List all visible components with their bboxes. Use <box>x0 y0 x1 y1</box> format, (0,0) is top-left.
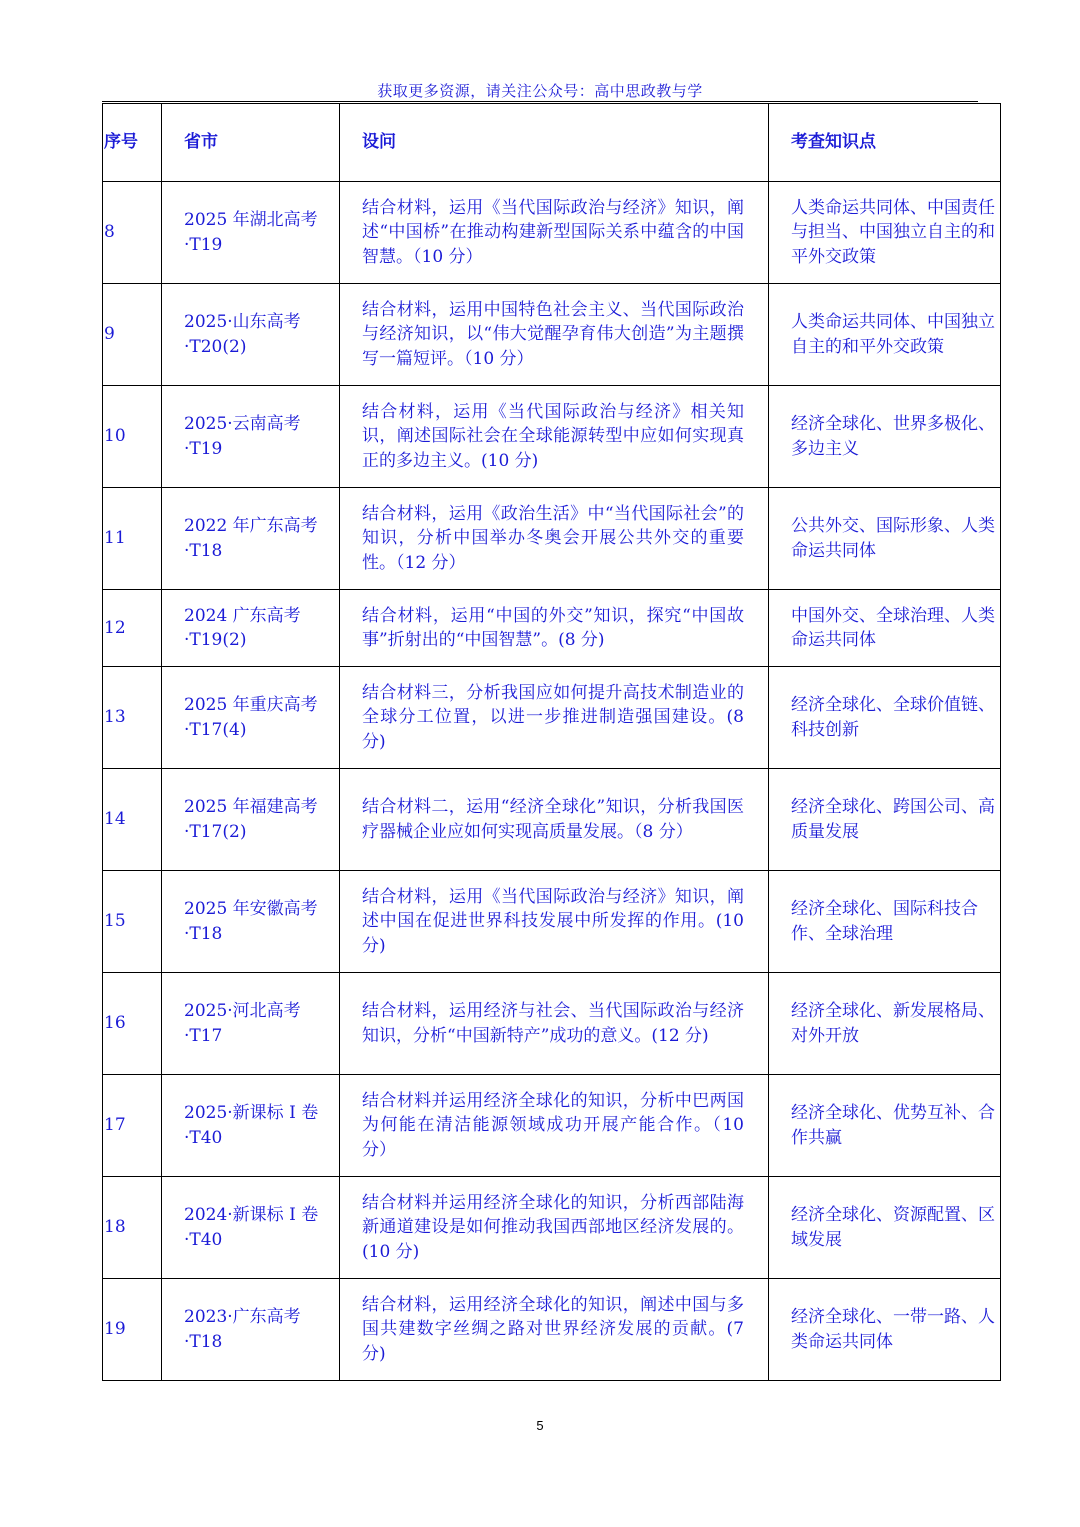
row-province: 2025·山东高考·T20(2) <box>162 284 340 386</box>
table-row <box>103 1177 1001 1279</box>
row-province: 2025 年福建高考·T17(2) <box>162 769 340 871</box>
row-knowledge-points: 经济全球化、国际科技合作、全球治理 <box>769 871 1001 973</box>
row-number: 8 <box>103 182 162 284</box>
header-cell-knowledge: 考查知识点 <box>769 104 1001 182</box>
row-question: 结合材料，运用经济与社会、当代国际政治与经济知识，分析“中国新特产”成功的意义。(12 分) <box>340 973 769 1075</box>
row-number: 10 <box>103 386 162 488</box>
row-number: 15 <box>103 871 162 973</box>
table-row <box>103 488 1001 590</box>
row-province: 2025·河北高考·T17 <box>162 973 340 1075</box>
row-province: 2025 年安徽高考·T18 <box>162 871 340 973</box>
table-row <box>103 1279 1001 1381</box>
row-province: 2025·云南高考·T19 <box>162 386 340 488</box>
row-number: 11 <box>103 488 162 590</box>
row-province: 2023·广东高考·T18 <box>162 1279 340 1381</box>
table-header-row <box>103 104 1001 182</box>
row-province: 2024·新课标 I 卷·T40 <box>162 1177 340 1279</box>
page-number: 5 <box>536 1418 544 1433</box>
row-question: 结合材料，运用经济全球化的知识，阐述中国与多国共建数字丝绸之路对世界经济发展的贡献。(7 分) <box>340 1279 769 1381</box>
row-question: 结合材料三，分析我国应如何提升高技术制造业的全球分工位置，以进一步推进制造强国建设。(8 分) <box>340 667 769 769</box>
row-number: 18 <box>103 1177 162 1279</box>
row-number: 9 <box>103 284 162 386</box>
row-question: 结合材料二，运用“经济全球化”知识，分析我国医疗器械企业应如何实现高质量发展。（8 分） <box>340 769 769 871</box>
row-number: 13 <box>103 667 162 769</box>
row-knowledge-points: 经济全球化、优势互补、合作共赢 <box>769 1075 1001 1177</box>
table-row <box>103 871 1001 973</box>
row-question: 结合材料并运用经济全球化的知识，分析西部陆海新通道建设是如何推动我国西部地区经济发展的。(10 分) <box>340 1177 769 1279</box>
question-table <box>102 103 1001 1381</box>
row-question: 结合材料，运用《当代国际政治与经济》知识，阐述中国在促进世界科技发展中所发挥的作用。(10 分) <box>340 871 769 973</box>
row-province: 2024 广东高考·T19(2) <box>162 590 340 667</box>
row-question: 结合材料，运用《政治生活》中“当代国际社会”的知识，分析中国举办冬奥会开展公共外交的重要性。（12 分） <box>340 488 769 590</box>
row-number: 12 <box>103 590 162 667</box>
row-knowledge-points: 经济全球化、世界多极化、多边主义 <box>769 386 1001 488</box>
header-divider <box>102 101 978 102</box>
table-row <box>103 386 1001 488</box>
row-question: 结合材料，运用《当代国际政治与经济》知识，阐述“中国桥”在推动构建新型国际关系中蕴含的中国智慧。（10 分） <box>340 182 769 284</box>
row-knowledge-points: 经济全球化、资源配置、区域发展 <box>769 1177 1001 1279</box>
row-question: 结合材料，运用中国特色社会主义、当代国际政治与经济知识，以“伟大觉醒孕育伟大创造”为主题撰写一篇短评。（10 分） <box>340 284 769 386</box>
table-row <box>103 769 1001 871</box>
row-question: 结合材料，运用“中国的外交”知识，探究“中国故事”折射出的“中国智慧”。(8 分) <box>340 590 769 667</box>
row-knowledge-points: 中国外交、全球治理、人类命运共同体 <box>769 590 1001 667</box>
row-province: 2025 年湖北高考·T19 <box>162 182 340 284</box>
row-knowledge-points: 经济全球化、跨国公司、高质量发展 <box>769 769 1001 871</box>
header-cell-province: 省市 <box>162 104 340 182</box>
table-row <box>103 1075 1001 1177</box>
header-cell-number: 序号 <box>103 104 162 182</box>
row-province: 2022 年广东高考·T18 <box>162 488 340 590</box>
table-row <box>103 284 1001 386</box>
table-row <box>103 667 1001 769</box>
page-header: 获取更多资源，请关注公众号：高中思政教与学 <box>377 82 703 100</box>
table-row <box>103 182 1001 284</box>
row-knowledge-points: 公共外交、国际形象、人类命运共同体 <box>769 488 1001 590</box>
row-number: 19 <box>103 1279 162 1381</box>
row-province: 2025 年重庆高考·T17(4) <box>162 667 340 769</box>
row-knowledge-points: 人类命运共同体、中国责任与担当、中国独立自主的和平外交政策 <box>769 182 1001 284</box>
row-province: 2025·新课标 I 卷·T40 <box>162 1075 340 1177</box>
row-question: 结合材料，运用《当代国际政治与经济》相关知识，阐述国际社会在全球能源转型中应如何实现真正的多边主义。(10 分) <box>340 386 769 488</box>
row-number: 17 <box>103 1075 162 1177</box>
row-number: 16 <box>103 973 162 1075</box>
table-row <box>103 590 1001 667</box>
row-knowledge-points: 经济全球化、一带一路、人类命运共同体 <box>769 1279 1001 1381</box>
row-question: 结合材料并运用经济全球化的知识，分析中巴两国为何能在清洁能源领域成功开展产能合作。（10 分） <box>340 1075 769 1177</box>
row-number: 14 <box>103 769 162 871</box>
row-knowledge-points: 经济全球化、全球价值链、科技创新 <box>769 667 1001 769</box>
table-row <box>103 973 1001 1075</box>
header-cell-question: 设问 <box>340 104 769 182</box>
row-knowledge-points: 经济全球化、新发展格局、对外开放 <box>769 973 1001 1075</box>
row-knowledge-points: 人类命运共同体、中国独立自主的和平外交政策 <box>769 284 1001 386</box>
